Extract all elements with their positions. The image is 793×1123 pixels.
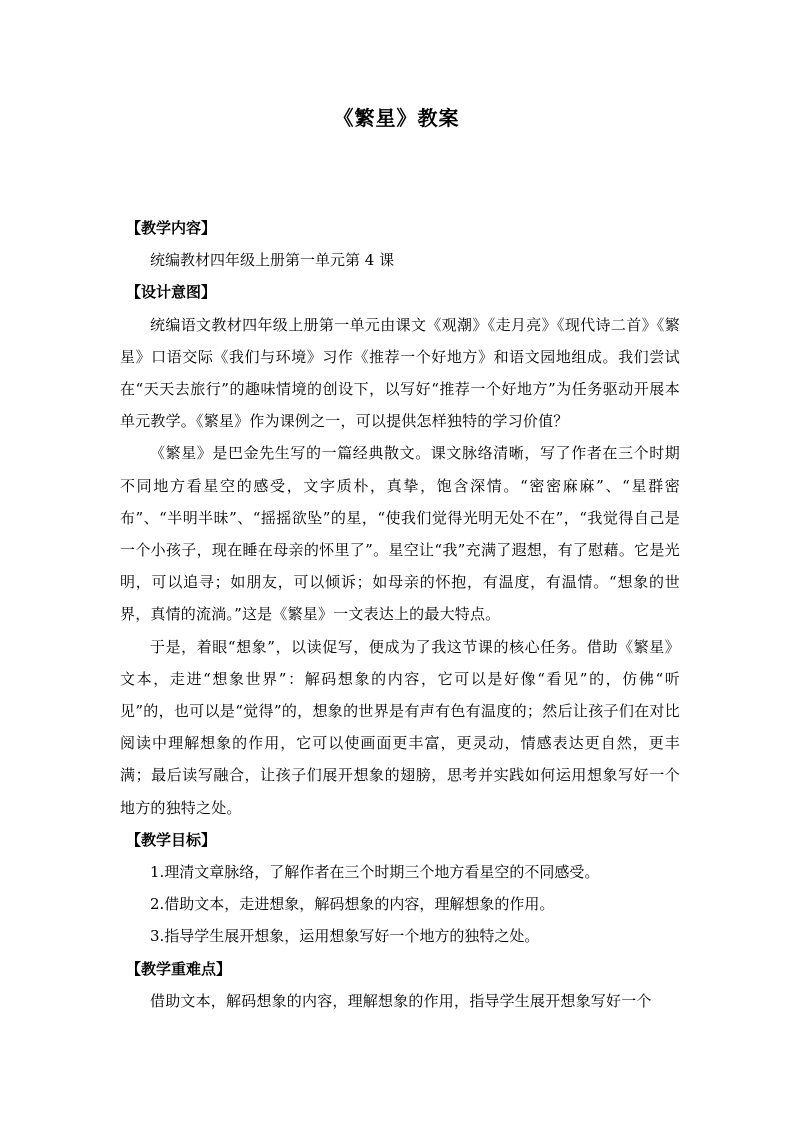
section-heading-design-intent: 【设计意图】 <box>126 283 217 302</box>
section-heading-teaching-goals: 【教学目标】 <box>126 830 217 849</box>
design-intent-paragraph-1: 统编语文教材四年级上册第一单元由课文《观潮》《走月亮》《现代诗二首》《繁星》口语交际《我们与环境》习作《推荐一个好地方》和语文园地组成。我们尝试在“天天去旅行”的趣味情境的创设下，以写好“推荐一个好地方”为任务驱动开展本单元教学。《繁星》作为课例之一，可以提供怎样独特的学习价值？ <box>120 315 680 431</box>
teaching-goal-item: 2.借助文本，走进想象，解码想象的内容，理解想象的作用。 <box>150 895 555 914</box>
teaching-content-line: 统编教材四年级上册第一单元第 4 课 <box>150 251 395 270</box>
design-intent-paragraph-2: 《繁星》是巴金先生写的一篇经典散文。课文脉络清晰，写了作者在三个时期不同地方看星空的感受，文字质朴，真挚，饱含深情。“密密麻麻”、“星群密布”、“半明半昧”、“摇摇欲坠”的星，“使我们觉得光明无处不在”，“我觉得自己是一个小孩子，现在睡在母亲的怀里了”。星空让“我”充满了遐想，有了慰藉。它是光明，可以追寻；如朋友，可以倾诉；如母亲的怀抱，有温度，有温情。“想象的世界，真情的流淌。”这是《繁星》一文表达上的最大特点。 <box>120 444 680 624</box>
key-difficulties-paragraph: 借助文本，解码想象的内容，理解想象的作用，指导学生展开想象写好一个 <box>150 991 652 1010</box>
section-heading-key-difficulties: 【教学重难点】 <box>126 959 232 978</box>
document-body <box>120 212 680 1017</box>
design-intent-paragraph-3: 于是，着眼“想象”，以读促写，便成为了我这节课的核心任务。借助《繁星》文本，走进“想象世界”：解码想象的内容，它可以是好像“看见”的，仿佛“听见”的，也可以是“觉得”的，想象的世界是有声有色有温度的；然后让孩子们在对比阅读中理解想象的作用，它可以使画面更丰富，更灵动，情感表达更自然，更丰满；最后读写融合，让孩子们展开想象的翅膀，思考并实践如何运用想象写好一个地方的独特之处。 <box>120 637 680 817</box>
document-title: 《繁星》教案 <box>333 106 460 130</box>
teaching-goal-item: 3.指导学生展开想象，运用想象写好一个地方的独特之处。 <box>150 927 540 946</box>
teaching-goal-item: 1.理清文章脉络，了解作者在三个时期三个地方看星空的不同感受。 <box>150 863 600 882</box>
section-heading-teaching-content: 【教学内容】 <box>126 219 217 237</box>
